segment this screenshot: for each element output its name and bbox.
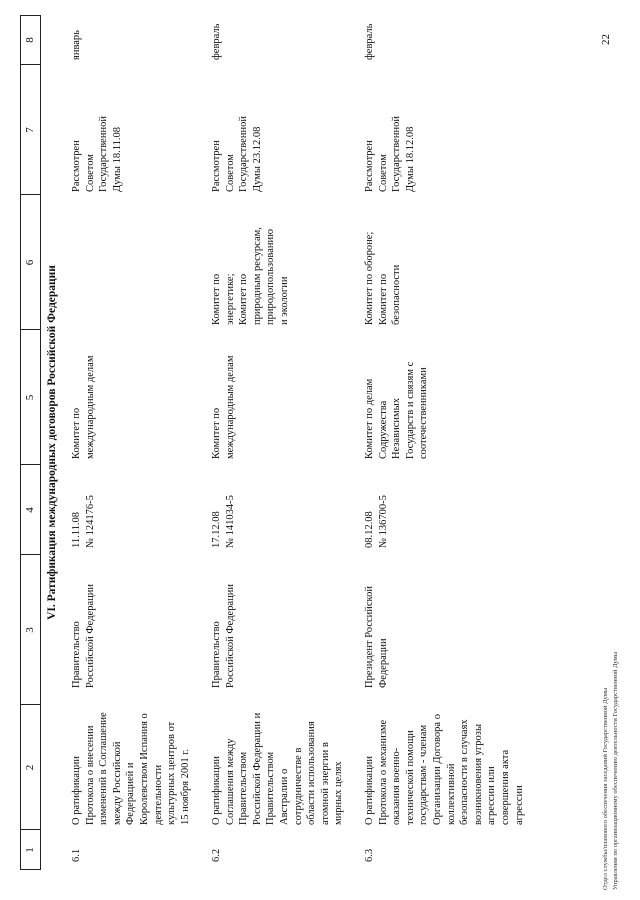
column-header-1: 1 [24, 847, 36, 853]
bill-title: О ратификации Протокола о механизме оказания военно- технической помощи государствам - членам Организации Договора о коллективной безопасности в случаях возникновения угрозы агрессии или совершения акта агрессии [364, 714, 525, 825]
lead-committee: Комитет по делам Содружества Независимых Государств и связям с соотечественниками [364, 361, 430, 459]
planned-month: февраль [364, 23, 375, 60]
status: Рассмотрен Советом Государственной Думы 18.11.08 [71, 116, 123, 192]
row-number: 6.2 [211, 848, 222, 862]
status: Рассмотрен Советом Государственной Думы 23.12.08 [211, 116, 263, 192]
co-committee: Комитет по энергетике; Комитет по природным ресурсам, природопользованию и экологии [211, 227, 290, 325]
footer-line: Отдел службы/планового обеспечения заседаний Государственной Думы [602, 687, 609, 890]
registration: 11.11.08 № 124176-5 [71, 495, 96, 548]
page-number: 22 [600, 34, 612, 45]
lead-committee: Комитет по международным делам [71, 355, 96, 459]
table-header-row [20, 15, 41, 870]
row-number: 6.3 [364, 848, 375, 862]
column-header-8: 8 [24, 37, 36, 43]
footer-line: Управления по организационному обеспечению деятельности Государственной Думы [612, 651, 619, 890]
initiator: Правительство Российской Федерации [71, 584, 96, 688]
bill-title: О ратификации Соглашения между Правительством Российской Федерации и Правительством Австралии о сотрудничестве в области использования атомной энергии в мирных целях [211, 712, 345, 825]
column-header-4: 4 [24, 507, 36, 513]
co-committee: Комитет по обороне; Комитет по безопасности [364, 231, 403, 325]
row-number: 6.1 [71, 848, 82, 862]
planned-month: февраль [211, 23, 222, 60]
initiator: Президент Российской Федерации [364, 586, 389, 688]
registration: 08.12.08 № 136700-5 [364, 495, 389, 548]
lead-committee: Комитет по международным делам [211, 355, 236, 459]
column-header-6: 6 [24, 259, 36, 266]
column-header-3: 3 [24, 627, 36, 633]
initiator: Правительство Российской Федерации [211, 584, 236, 688]
registration: 17.12.08 № 141034-5 [211, 495, 236, 548]
planned-month: январь [71, 30, 82, 60]
section-title: VI. Ратификация международных договоров Российской Федерации [46, 265, 58, 620]
column-header-2: 2 [24, 764, 36, 771]
status: Рассмотрен Советом Государственной Думы 18.12.08 [364, 116, 416, 192]
bill-title: О ратификации Протокола о внесении изменений в Соглашение между Российской Федерацией и Королевством Испания о деятельности культурных центров от 15 ноября 2001 г. [71, 712, 191, 825]
column-header-7: 7 [24, 127, 36, 133]
column-header-5: 5 [24, 394, 36, 401]
